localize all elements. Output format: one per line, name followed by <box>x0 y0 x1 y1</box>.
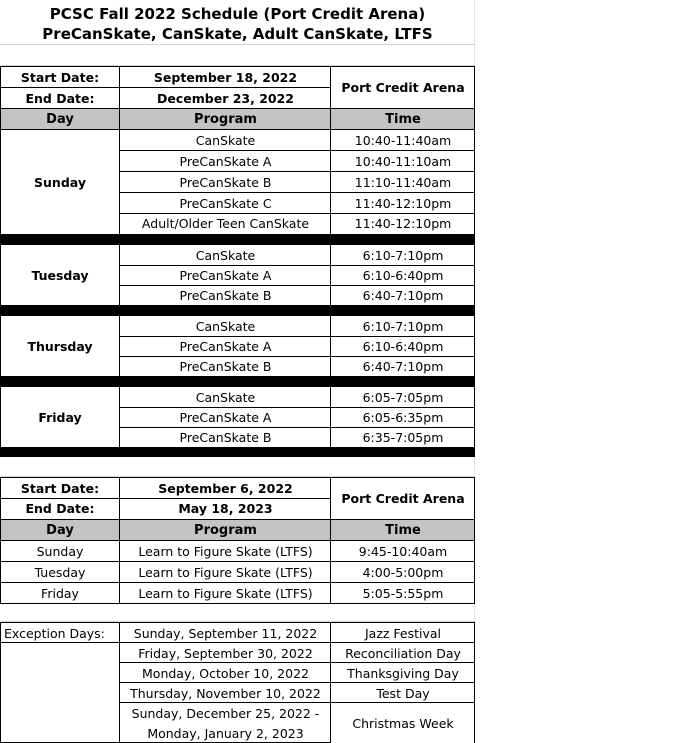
title-row-2 <box>0 24 475 44</box>
title-row-1 <box>0 3 475 24</box>
table-row <box>0 387 475 407</box>
day-cell: Sunday <box>36 544 84 559</box>
table-row <box>0 562 475 583</box>
table-row <box>0 336 475 356</box>
time-cell: 6:40-7:10pm <box>362 358 444 374</box>
separator-bar <box>0 376 475 387</box>
program-cell: CanSkate <box>195 389 256 405</box>
time-cell: 6:10-6:40pm <box>362 338 444 354</box>
time-cell: 9:45-10:40am <box>358 544 448 559</box>
day-label: Sunday <box>34 174 86 190</box>
exception-date: Thursday, November 10, 2022 <box>130 685 321 701</box>
exception-event: Christmas Week <box>352 715 454 731</box>
time-cell: 6:35-7:05pm <box>362 429 444 445</box>
program-cell: PreCanSkate B <box>179 429 272 445</box>
program-cell: PreCanSkate B <box>179 287 272 303</box>
day-label: Tuesday <box>31 267 89 283</box>
time-cell: 10:40-11:10am <box>354 154 452 169</box>
header-program: Program <box>120 109 331 129</box>
title-line-2: PreCanSkate, CanSkate, Adult CanSkate, LTFS <box>42 25 433 43</box>
exception-row <box>0 643 475 663</box>
separator-bar <box>0 305 475 316</box>
header-day: Day <box>0 109 120 129</box>
day-cell: Friday <box>41 586 79 601</box>
exception-date: Friday, September 30, 2022 <box>138 645 313 661</box>
exception-row <box>0 663 475 683</box>
header-program: Program <box>120 520 331 540</box>
section2-end-label: End Date: <box>25 501 95 516</box>
table-row <box>0 245 475 265</box>
section1-start-value: September 18, 2022 <box>153 70 298 85</box>
exception-row <box>0 623 475 643</box>
program-cell: PreCanSkate C <box>179 195 272 211</box>
table-row <box>0 193 475 213</box>
time-cell: 11:40-12:10pm <box>354 216 452 231</box>
section2-end-value: May 18, 2023 <box>178 501 273 516</box>
exception-event: Test Day <box>376 685 430 701</box>
table-row <box>0 407 475 427</box>
section1-location: Port Credit Arena <box>341 80 465 95</box>
time-cell: 4:00-5:00pm <box>362 565 444 580</box>
exception-row <box>0 703 475 743</box>
exception-row <box>0 683 475 703</box>
exception-date-line-1: Sunday, December 25, 2022 - <box>131 705 320 721</box>
section1-start-label: Start Date: <box>20 70 100 85</box>
program-cell: CanSkate <box>195 318 256 334</box>
table-row <box>0 541 475 562</box>
day-label: Thursday <box>27 338 93 354</box>
table-row <box>0 265 475 285</box>
table-row <box>0 130 475 151</box>
exception-date: Sunday, September 11, 2022 <box>133 625 318 641</box>
header-time: Time <box>331 109 475 129</box>
time-cell: 5:05-5:55pm <box>362 586 444 601</box>
program-cell: PreCanSkate A <box>179 409 272 425</box>
program-cell: Learn to Figure Skate (LTFS) <box>138 565 313 580</box>
program-cell: CanSkate <box>195 133 256 148</box>
title-line-1: PCSC Fall 2022 Schedule (Port Credit Arena) <box>49 4 426 23</box>
table-row <box>0 427 475 447</box>
exception-date: Monday, October 10, 2022 <box>142 665 309 681</box>
program-cell: PreCanSkate A <box>179 338 272 354</box>
time-cell: 6:10-7:10pm <box>362 318 444 334</box>
exception-event: Thanksgiving Day <box>347 665 459 681</box>
time-cell: 11:40-12:10pm <box>354 195 452 211</box>
time-cell: 6:05-7:05pm <box>362 389 444 405</box>
table-row <box>0 356 475 376</box>
table-row <box>0 316 475 336</box>
table-row <box>0 285 475 305</box>
time-cell: 11:10-11:40am <box>354 175 452 190</box>
program-cell: Adult/Older Teen CanSkate <box>141 216 310 231</box>
section2-start-value: September 6, 2022 <box>158 480 293 496</box>
time-cell: 6:10-6:40pm <box>362 267 444 283</box>
table-row <box>0 583 475 604</box>
header-time: Time <box>331 520 475 540</box>
program-cell: CanSkate <box>195 247 256 263</box>
section2-start-label: Start Date: <box>20 480 100 496</box>
day-cell: Tuesday <box>34 565 86 580</box>
section1-header-row <box>0 109 475 129</box>
program-cell: PreCanSkate A <box>179 154 272 169</box>
header-day: Day <box>0 520 120 540</box>
table-row <box>0 172 475 193</box>
time-cell: 10:40-11:40am <box>354 133 452 148</box>
exceptions-label: Exception Days: <box>4 625 105 641</box>
section1-end-label: End Date: <box>25 90 95 106</box>
time-cell: 6:05-6:35pm <box>362 409 444 425</box>
exception-event: Jazz Festival <box>364 625 442 641</box>
exception-event: Reconciliation Day <box>345 645 461 661</box>
program-cell: PreCanSkate A <box>179 267 272 283</box>
section2-header-row <box>0 520 475 540</box>
section2-location: Port Credit Arena <box>341 491 465 506</box>
program-cell: PreCanSkate B <box>179 358 272 374</box>
separator-bar <box>0 447 475 457</box>
exception-date-line-2: Monday, January 2, 2023 <box>147 725 304 741</box>
table-row <box>0 151 475 172</box>
table-row <box>0 213 475 234</box>
separator-bar <box>0 234 475 245</box>
program-cell: Learn to Figure Skate (LTFS) <box>138 544 313 559</box>
time-cell: 6:40-7:10pm <box>362 287 444 303</box>
time-cell: 6:10-7:10pm <box>362 247 444 263</box>
section1-end-value: December 23, 2022 <box>157 90 294 106</box>
day-label: Friday <box>38 409 82 425</box>
program-cell: Learn to Figure Skate (LTFS) <box>138 586 313 601</box>
program-cell: PreCanSkate B <box>179 175 272 190</box>
